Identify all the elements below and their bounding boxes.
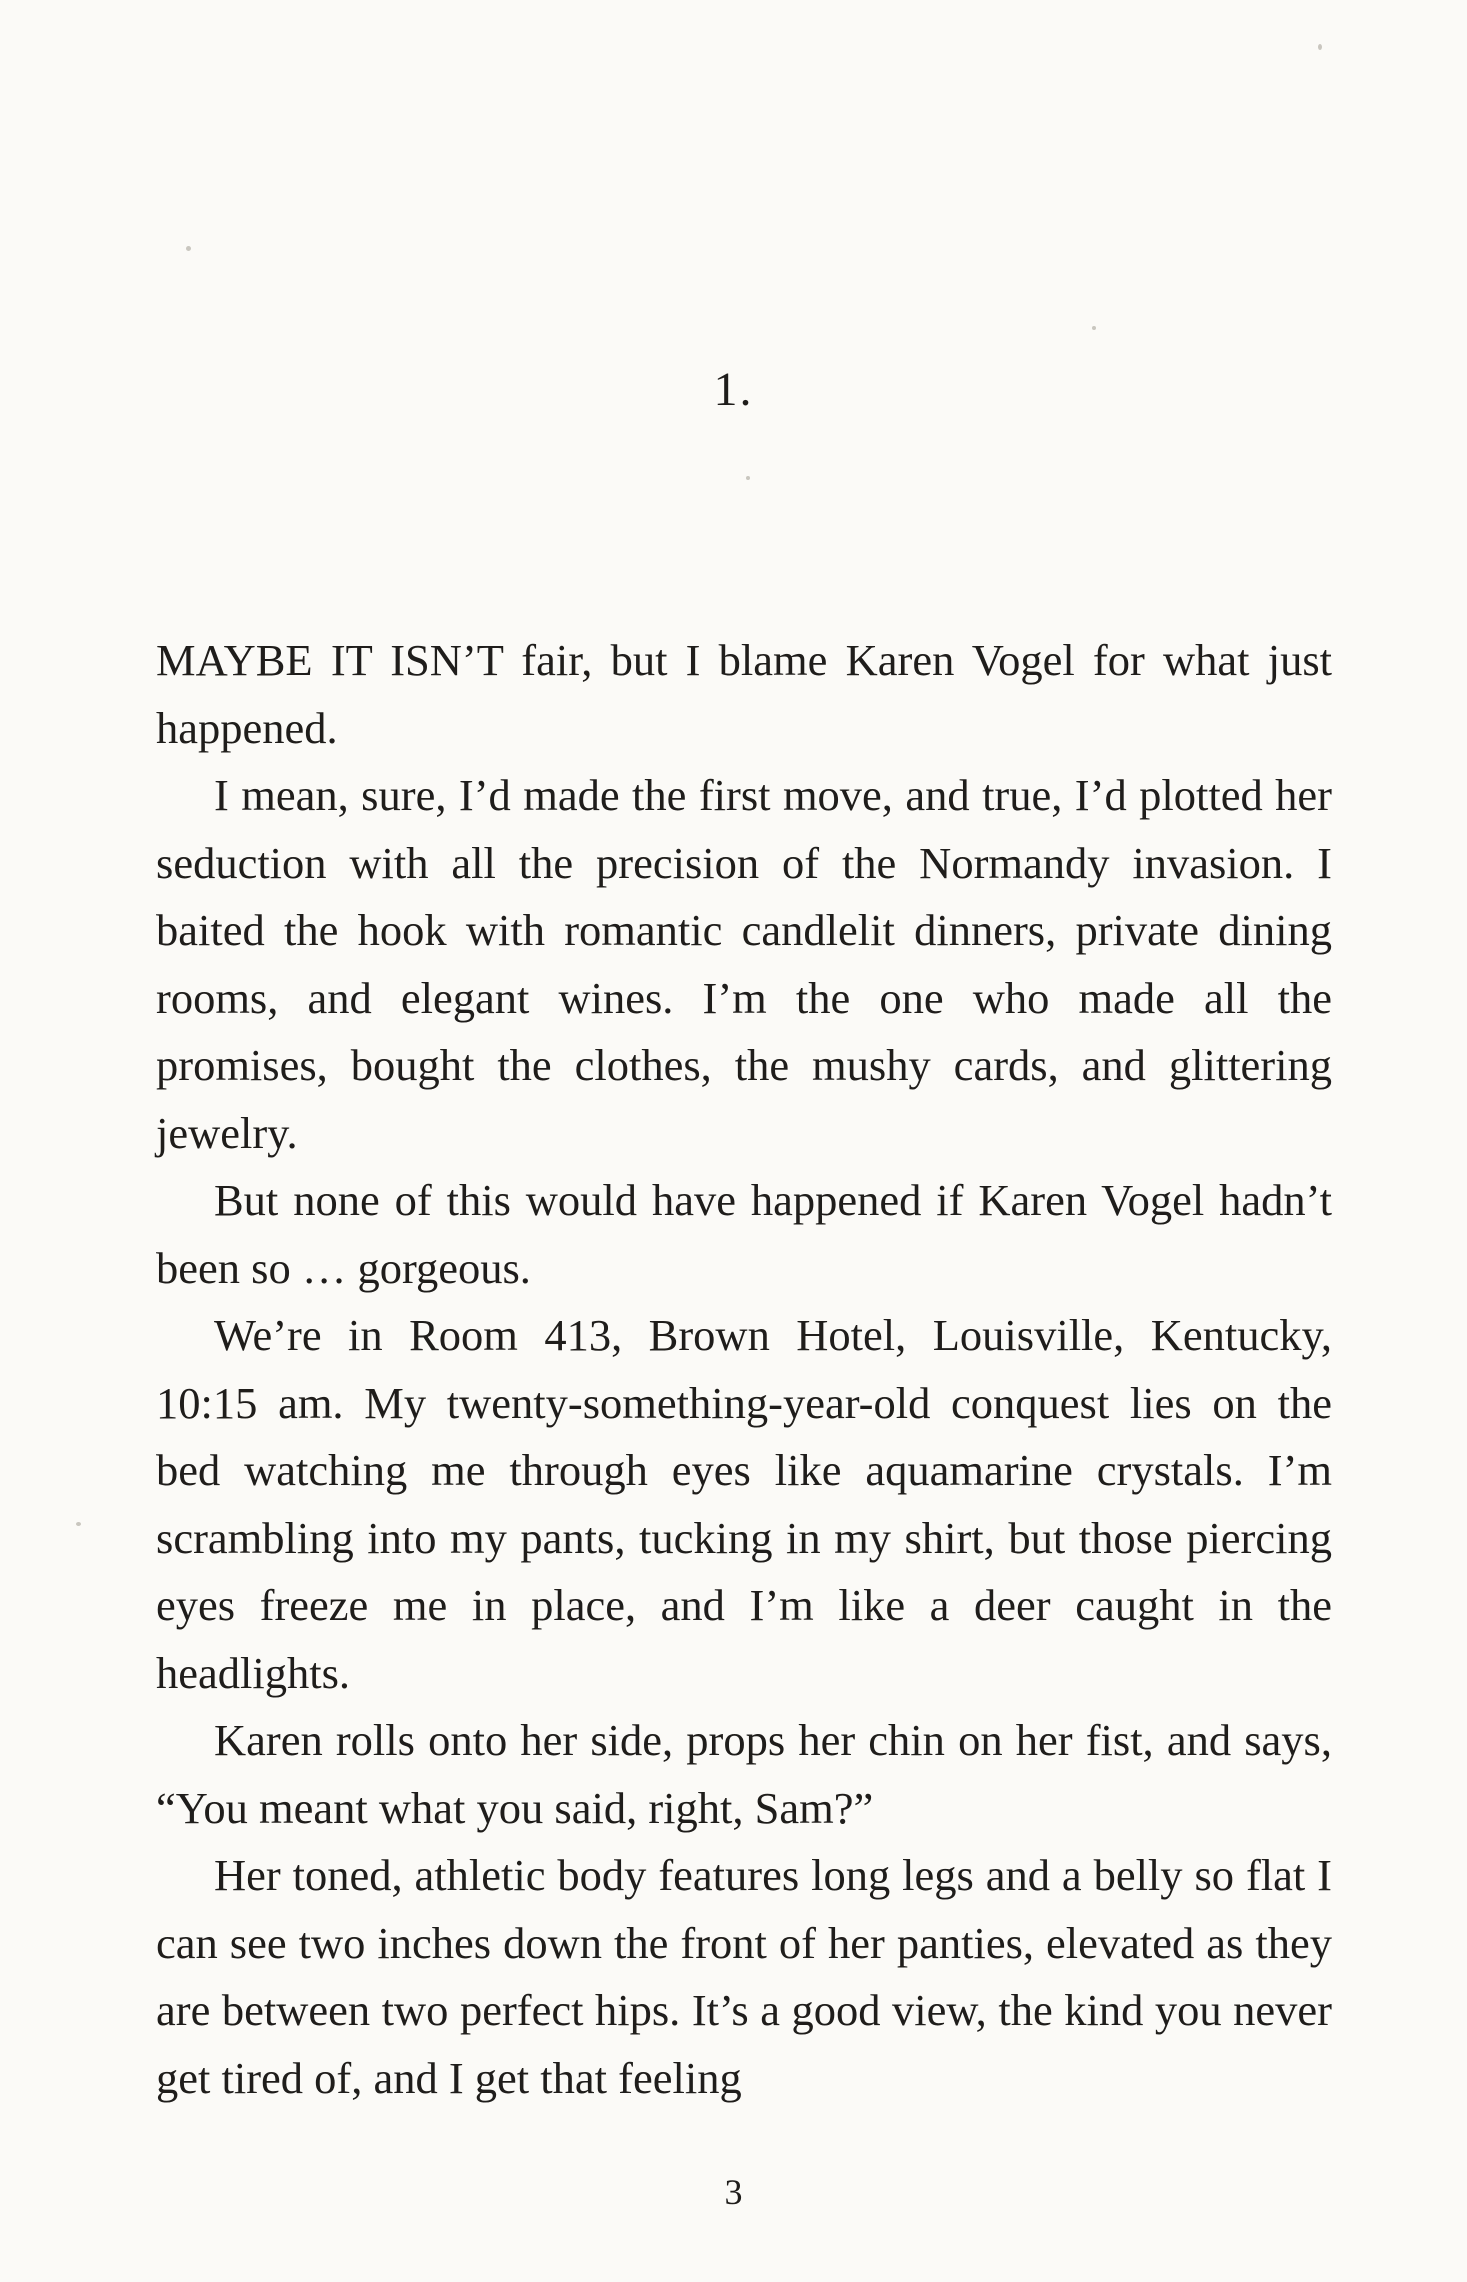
chapter-number: 1. (713, 363, 754, 416)
body-text (156, 627, 1332, 2112)
paragraph-1: MAYBE IT ISN’T fair, but I blame Karen Vogel for what just happened. (156, 635, 1332, 753)
paper-speck (76, 1522, 81, 1526)
paper-speck (186, 246, 191, 251)
paragraph-2: I mean, sure, I’d made the first move, and true, I’d plotted her seduction with all the precision of the Normandy invasion. I baited the hook with romantic candlelit dinners, private dining rooms, and elegant wines. I’m the one who made all the promises, bought the clothes, the mushy cards, and glittering jewelry. (156, 770, 1332, 1158)
paragraph-5: Karen rolls onto her side, props her chin on her fist, and says, “You meant what you said, right, Sam?” (156, 1715, 1332, 1833)
paper-speck (746, 476, 750, 480)
paragraph-3: But none of this would have happened if Karen Vogel hadn’t been so … gorgeous. (156, 1175, 1332, 1293)
paragraph-6: Her toned, athletic body features long legs and a belly so flat I can see two inches down the front of her panties, elevated as they are between two perfect hips. It’s a good view, the kind you never get tired of, and I get that feeling (156, 1850, 1332, 2103)
page-number: 3 (724, 2172, 743, 2212)
paragraph-4: We’re in Room 413, Brown Hotel, Louisville, Kentucky, 10:15 am. My twenty-something-year-old conquest lies on the bed watching me through eyes like aquamarine crystals. I’m scrambling into my pants, tucking in my shirt, but those piercing eyes freeze me in place, and I’m like a deer caught in the headlights. (156, 1310, 1332, 1698)
paper-speck (1092, 326, 1096, 330)
paper-speck (1318, 44, 1322, 50)
